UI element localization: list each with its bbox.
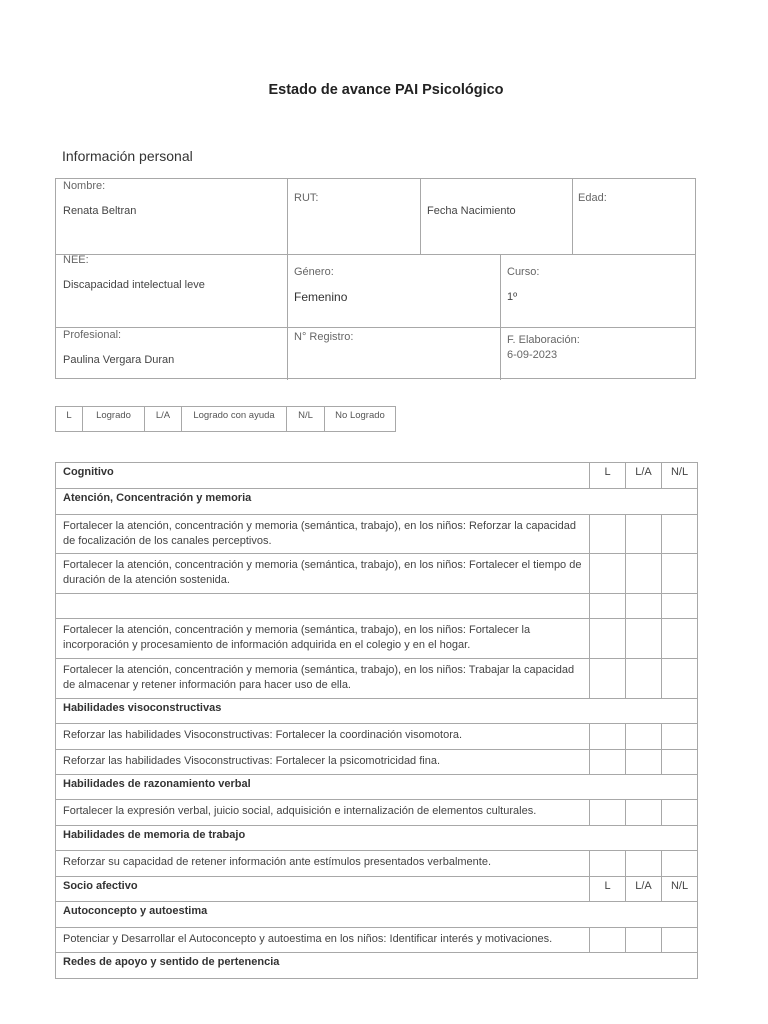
mark-cell-nl[interactable] <box>662 928 698 953</box>
mark-cell-la[interactable] <box>626 515 662 554</box>
table-row <box>56 928 698 953</box>
table-row <box>56 800 698 826</box>
subheader: Habilidades de memoria de trabajo <box>56 826 698 851</box>
col-header-l: L <box>590 877 626 902</box>
mark-cell-nl[interactable] <box>662 851 698 877</box>
curso-value: 1º <box>507 291 518 303</box>
table-row <box>56 851 698 877</box>
genero-label: Género: <box>294 266 334 278</box>
mark-cell-la[interactable] <box>626 928 662 953</box>
objective-text: Reforzar las habilidades Visoconstructivas: Fortalecer la psicomotricidad fina. <box>56 750 590 775</box>
subheader: Habilidades de razonamiento verbal <box>56 775 698 800</box>
subheader-row <box>56 902 698 928</box>
legend-meaning: No Logrado <box>335 410 385 421</box>
section-header-row <box>56 463 698 489</box>
edad-label: Edad: <box>578 192 607 204</box>
mark-cell-l[interactable] <box>590 724 626 750</box>
objective-text: Fortalecer la expresión verbal, juicio social, adquisición e internalización de elementos culturales. <box>56 800 590 826</box>
mark-cell-l[interactable] <box>590 659 626 699</box>
rut-label: RUT: <box>294 192 319 204</box>
subheader-row <box>56 953 698 979</box>
fecha-nacimiento-label: Fecha Nacimiento <box>427 205 516 217</box>
mark-cell-la[interactable] <box>626 724 662 750</box>
subheader: Habilidades visoconstructivas <box>56 699 698 724</box>
mark-cell-la[interactable] <box>626 554 662 594</box>
subheader: Redes de apoyo y sentido de pertenencia <box>56 953 698 979</box>
mark-cell-la[interactable] <box>626 851 662 877</box>
col-header-la: L/A <box>626 463 662 489</box>
objective-text: Potenciar y Desarrollar el Autoconcepto y autoestima en los niños: Identificar interés y motivaciones. <box>56 928 590 953</box>
legend-code: L/A <box>145 407 182 431</box>
nombre-label: Nombre: <box>63 180 106 192</box>
mark-cell-l[interactable] <box>590 851 626 877</box>
nee-label: NEE: <box>63 254 89 266</box>
col-header-nl: N/L <box>662 463 698 489</box>
page-title: Estado de avance PAI Psicológico <box>268 82 504 98</box>
subheader: Atención, Concentración y memoria <box>56 489 698 515</box>
legend-meaning: Logrado con ayuda <box>182 407 287 431</box>
objectives-table <box>55 462 698 979</box>
mark-cell-nl[interactable] <box>662 724 698 750</box>
table-row <box>56 594 698 619</box>
col-header-la: L/A <box>626 877 662 902</box>
col-divider <box>500 254 501 380</box>
objective-text: Fortalecer la atención, concentración y memoria (semántica, trabajo), en los niños: Fortalecer la incorporación y procesamiento de información adquirida en el colegio y en el hogar. <box>56 619 590 659</box>
subheader: Autoconcepto y autoestima <box>56 902 698 928</box>
legend-meaning: Logrado <box>83 407 145 431</box>
table-row <box>56 515 698 554</box>
col-header-l: L <box>590 463 626 489</box>
subheader-row <box>56 775 698 800</box>
mark-cell-l[interactable] <box>590 928 626 953</box>
objective-text: Fortalecer la atención, concentración y memoria (semántica, trabajo), en los niños: Trabajar la capacidad de almacenar y retener información para hacer uso de ella. <box>56 659 590 699</box>
mark-cell-la[interactable] <box>626 800 662 826</box>
mark-cell-la[interactable] <box>626 750 662 775</box>
subheader-row <box>56 826 698 851</box>
mark-cell-nl[interactable] <box>662 619 698 659</box>
section-header-socio-afectivo: Socio afectivo <box>56 877 590 902</box>
table-row <box>56 619 698 659</box>
objective-text: Fortalecer la atención, concentración y memoria (semántica, trabajo), en los niños: Fortalecer el tiempo de duración de la atención sostenida. <box>56 554 590 594</box>
curso-label: Curso: <box>507 266 540 278</box>
subheader-row <box>56 489 698 515</box>
mark-cell-nl[interactable] <box>662 750 698 775</box>
table-row <box>56 724 698 750</box>
elaboracion-label: F. Elaboración: <box>507 334 580 346</box>
nee-value: Discapacidad intelectual leve <box>63 279 205 291</box>
legend-code: L <box>56 407 83 431</box>
col-divider <box>572 179 573 254</box>
personal-info-table <box>55 178 696 379</box>
col-header-nl: N/L <box>662 877 698 902</box>
mark-cell-l[interactable] <box>590 515 626 554</box>
mark-cell-l[interactable] <box>590 619 626 659</box>
objective-text <box>56 594 590 619</box>
legend-code: N/L <box>287 407 325 431</box>
table-row <box>56 750 698 775</box>
mark-cell-nl[interactable] <box>662 594 698 619</box>
nombre-value: Renata Beltran <box>63 205 137 217</box>
elaboracion-value: 6-09-2023 <box>507 349 558 361</box>
table-row <box>56 659 698 699</box>
profesional-label: Profesional: <box>63 329 122 341</box>
row-divider <box>56 254 695 255</box>
mark-cell-la[interactable] <box>626 594 662 619</box>
subheader-row <box>56 699 698 724</box>
col-divider <box>287 179 288 380</box>
registro-label: N° Registro: <box>294 331 354 343</box>
mark-cell-nl[interactable] <box>662 515 698 554</box>
objective-text: Fortalecer la atención, concentración y memoria (semántica, trabajo), en los niños: Reforzar la capacidad de focalización de los canales perceptivos. <box>56 515 590 554</box>
mark-cell-la[interactable] <box>626 659 662 699</box>
mark-cell-la[interactable] <box>626 619 662 659</box>
personal-info-title: Información personal <box>62 148 193 164</box>
mark-cell-l[interactable] <box>590 554 626 594</box>
legend-table <box>55 406 396 432</box>
mark-cell-l[interactable] <box>590 594 626 619</box>
row-divider <box>56 327 695 328</box>
objective-text: Reforzar las habilidades Visoconstructivas: Fortalecer la coordinación visomotora. <box>56 724 590 750</box>
mark-cell-nl[interactable] <box>662 659 698 699</box>
mark-cell-l[interactable] <box>590 750 626 775</box>
genero-value: Femenino <box>294 290 348 304</box>
mark-cell-l[interactable] <box>590 800 626 826</box>
mark-cell-nl[interactable] <box>662 800 698 826</box>
section-header-cognitivo: Cognitivo <box>56 463 590 489</box>
profesional-value: Paulina Vergara Duran <box>63 354 175 366</box>
mark-cell-nl[interactable] <box>662 554 698 594</box>
col-divider <box>420 179 421 254</box>
table-row <box>56 554 698 594</box>
section-header-row <box>56 877 698 902</box>
objective-text: Reforzar su capacidad de retener información ante estímulos presentados verbalmente. <box>56 851 590 877</box>
